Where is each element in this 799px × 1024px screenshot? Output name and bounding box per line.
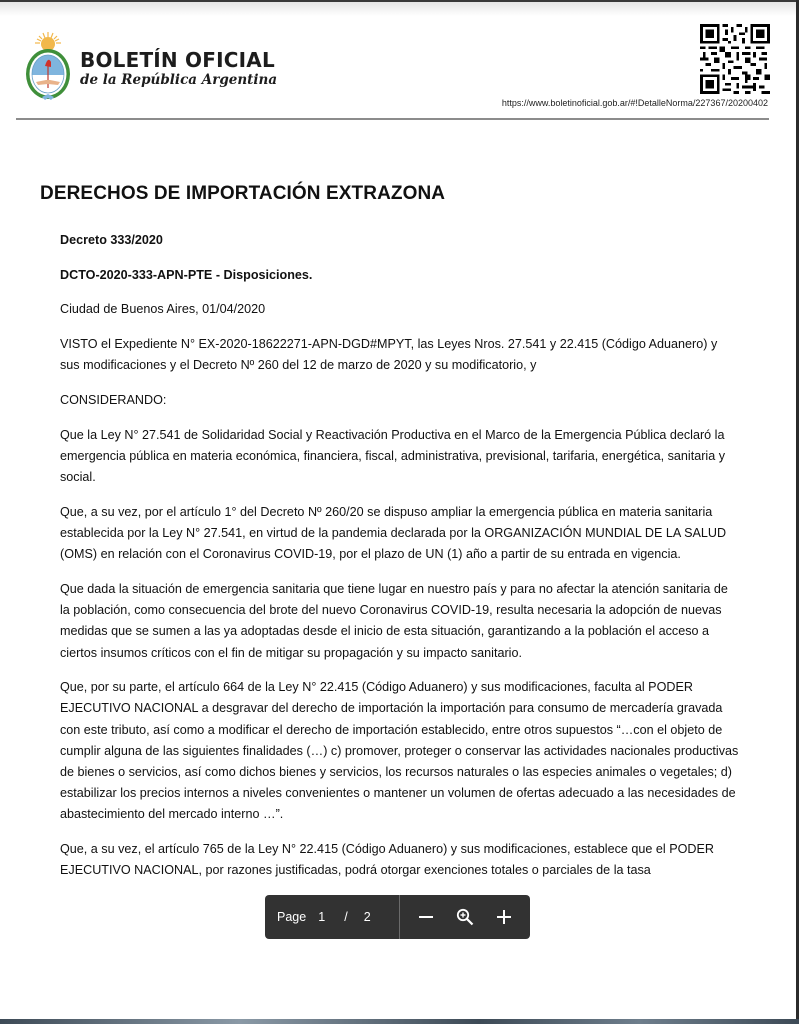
page-label: Page: [277, 910, 307, 925]
header-logo: [24, 30, 277, 102]
qr-code-icon: [700, 24, 770, 94]
brand-subtitle: de la República Argentina: [80, 72, 278, 88]
fit-zoom-button[interactable]: [452, 904, 478, 930]
brand: [80, 49, 277, 89]
brand-title: BOLETÍN OFICIAL: [80, 48, 275, 72]
zoom-out-button[interactable]: [413, 904, 439, 930]
document-url: https://www.boletinoficial.gob.ar/#!DetalleNorma/227367/20200402: [501, 98, 768, 108]
paragraph: Que, a su vez, por el artículo 1° del Decreto Nº 260/20 se dispuso ampliar la emergencia pública en materia sanitaria establecida por la Ley N° 27.541, en virtud de la pandemia declarada por la ORGANIZACIÓN MUNDIAL DE LA SALUD (OMS) en relación con el Coronavirus COVID-19, por el plazo de UN (1) año a partir de su entrada en vigencia.: [60, 504, 727, 562]
paragraph: Que la Ley N° 27.541 de Solidaridad Social y Reactivación Productiva en el Marco de la Emergencia Pública declaró la emergencia pública en materia económica, financiera, fiscal, administrativa, previsional, tarifaria, energética, sanitaria y social.: [60, 427, 725, 485]
paragraph: Que dada la situación de emergencia sanitaria que tiene lugar en nuestro país y para no afectar la atención sanitaria de la población, como consecuencia del brote del nuevo Coronavirus COVID-19, resulta necesaria la adopción de nuevas medidas que se sumen a las ya adoptadas desde el inicio de esta situación, garantizando a la población el acceso a ciertos insumos críticos con el fin de mitigar su propagación y su impacto sanitario.: [60, 581, 728, 660]
minus-icon: [418, 909, 434, 925]
page-indicator: [265, 895, 400, 939]
place-date: Ciudad de Buenos Aires, 01/04/2020: [60, 302, 266, 317]
current-page-input[interactable]: 1: [318, 910, 326, 925]
page-header: [0, 2, 796, 120]
document-body: [60, 230, 740, 882]
paragraph: Que, a su vez, el artículo 765 de la Ley N° 22.415 (Código Aduanero) y sus modificaciones, establece que el PODER EJECUTIVO NACIONAL, por razones justificadas, podrá otorgar exenciones totales o parciales de la tasa: [60, 842, 714, 878]
pdf-viewer-toolbar: [265, 895, 530, 939]
paragraph-considerando: CONSIDERANDO:: [60, 393, 167, 408]
total-pages: 2: [363, 910, 371, 925]
decree-code: DCTO-2020-333-APN-PTE - Disposiciones.: [60, 267, 313, 282]
plus-icon: [496, 909, 512, 925]
decree-number: Decreto 333/2020: [60, 233, 163, 247]
viewer-bottom-edge: [0, 1019, 799, 1024]
coat-of-arms-icon: [24, 30, 72, 102]
zoom-in-button[interactable]: [491, 904, 517, 930]
paragraph: Que, por su parte, el artículo 664 de la Ley N° 22.415 (Código Aduanero) y sus modificaciones, faculta al PODER EJECUTIVO NACIONAL a desgravar del derecho de importación la importación para consumo de mercadería gravada con este tributo, así como a modificar el derecho de importación establecido, entre otros supuestos “…con el objeto de cumplir alguna de las siguientes finalidades (…) c) promover, proteger o conservar las actividades nacionales productivas de bienes o servicios, así como dichos bienes y servicios, los recursos naturales o las especies animales o vegetales; d) estabilizar los precios internos a niveles convenientes o mantener un volumen de ofertas adecuado a las necesidades de abastecimiento del mercado interno …”.: [60, 680, 739, 822]
zoom-controls: [400, 895, 530, 939]
page-separator: /: [344, 910, 348, 925]
paragraph-visto: VISTO el Expediente N° EX-2020-18622271-APN-DGD#MPYT, las Leyes Nros. 27.541 y 22.415 (Código Aduanero) y sus modificaciones y el Decreto Nº 260 del 12 de marzo de 2020 y su modificatorio, y: [60, 337, 718, 373]
document-title: DERECHOS DE IMPORTACIÓN EXTRAZONA: [40, 183, 446, 204]
header-divider: [16, 118, 769, 120]
zoom-icon: [456, 908, 474, 926]
